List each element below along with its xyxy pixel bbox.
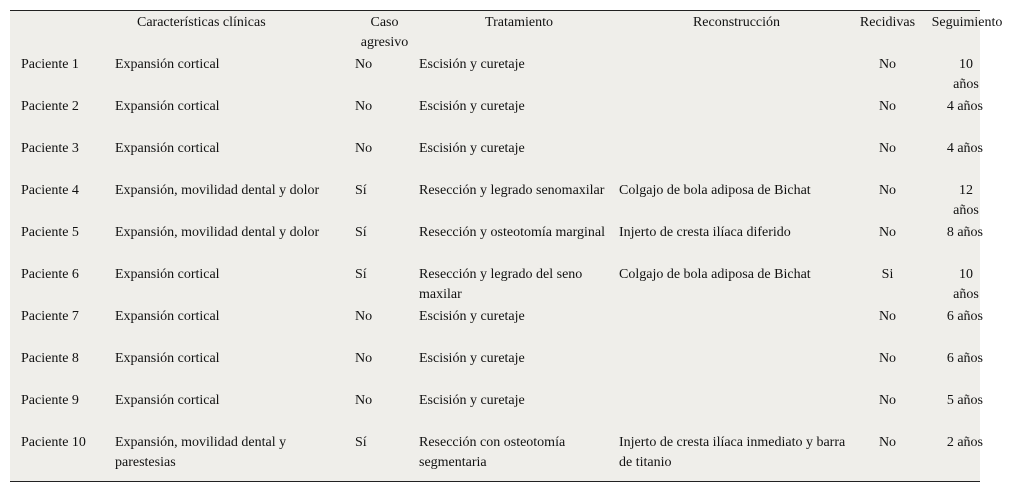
cell-follow-up: 4 años <box>946 141 983 156</box>
cell-reconstruction <box>619 139 854 181</box>
cell-patient: Paciente 1 <box>21 57 79 72</box>
cell-aggressive-case: Sí <box>355 225 367 240</box>
cell-reconstruction: Colgajo de bola adiposa de Bichat <box>619 267 811 282</box>
cell-reconstruction: Injerto de cresta ilíaca diferido <box>619 225 791 240</box>
cell-aggressive-case: No <box>355 99 373 114</box>
cell-recurrences: No <box>878 351 897 366</box>
cell-patient: Paciente 7 <box>21 309 79 324</box>
cell-treatment: Escisión y curetaje <box>419 57 525 72</box>
cell-aggressive-case: No <box>355 141 373 156</box>
cell-aggressive-case: No <box>355 309 373 324</box>
table-row <box>10 223 1013 265</box>
cell-reconstruction: Injerto de cresta ilíaca inmediato y barra de titanio <box>619 435 846 470</box>
cell-recurrences: No <box>878 225 897 240</box>
header-aggressive-case: Caso agresivo <box>360 15 409 50</box>
cell-reconstruction <box>619 391 854 433</box>
header-follow-up: Seguimiento <box>931 15 1003 30</box>
table-row <box>10 139 1013 181</box>
cell-reconstruction <box>619 349 854 391</box>
cell-aggressive-case: Sí <box>355 267 367 282</box>
cell-treatment: Resección y osteotomía marginal <box>419 225 605 240</box>
cell-follow-up: 5 años <box>946 393 983 408</box>
cell-follow-up: 10 años <box>953 57 979 92</box>
table-row <box>10 55 1013 97</box>
cell-aggressive-case: Sí <box>355 435 367 450</box>
cell-recurrences: No <box>878 141 897 156</box>
table-row <box>10 307 1013 349</box>
cell-aggressive-case: No <box>355 393 373 408</box>
cell-recurrences: No <box>878 99 897 114</box>
cell-clinical-features: Expansión, movilidad dental y dolor <box>115 225 320 240</box>
cell-treatment: Escisión y curetaje <box>419 99 525 114</box>
cell-follow-up: 2 años <box>946 435 983 450</box>
cell-reconstruction <box>619 307 854 349</box>
table-row <box>10 349 1013 391</box>
cell-follow-up: 8 años <box>946 225 983 240</box>
cell-patient: Paciente 2 <box>21 99 79 114</box>
cell-treatment: Escisión y curetaje <box>419 141 525 156</box>
cell-recurrences: Si <box>881 267 894 282</box>
cell-recurrences: No <box>878 435 897 450</box>
cell-follow-up: 6 años <box>946 351 983 366</box>
cell-treatment: Escisión y curetaje <box>419 393 525 408</box>
cell-reconstruction <box>619 97 854 139</box>
cell-follow-up: 4 años <box>946 99 983 114</box>
cell-treatment: Escisión y curetaje <box>419 351 525 366</box>
header-treatment: Tratamiento <box>485 15 553 30</box>
cell-clinical-features: Expansión cortical <box>115 393 220 408</box>
table-header-row <box>10 11 1013 55</box>
cell-patient: Paciente 5 <box>21 225 79 240</box>
cell-patient: Paciente 8 <box>21 351 79 366</box>
cell-patient: Paciente 4 <box>21 183 79 198</box>
table-row <box>10 265 1013 307</box>
cell-treatment: Escisión y curetaje <box>419 309 525 324</box>
cell-recurrences: No <box>878 183 897 198</box>
cell-aggressive-case: Sí <box>355 183 367 198</box>
cell-follow-up: 12 años <box>953 183 979 218</box>
cell-clinical-features: Expansión cortical <box>115 99 220 114</box>
table-row <box>10 433 1013 475</box>
cell-follow-up: 10 años <box>953 267 979 302</box>
cell-recurrences: No <box>878 393 897 408</box>
cell-reconstruction: Colgajo de bola adiposa de Bichat <box>619 183 811 198</box>
cell-clinical-features: Expansión cortical <box>115 57 220 72</box>
header-reconstruction: Reconstrucción <box>692 15 781 30</box>
cell-treatment: Resección y legrado senomaxilar <box>419 183 605 198</box>
cell-clinical-features: Expansión, movilidad dental y dolor <box>115 183 320 198</box>
cell-clinical-features: Expansión cortical <box>115 309 220 324</box>
table-row <box>10 181 1013 223</box>
header-recurrences: Recidivas <box>859 15 916 30</box>
cell-treatment: Resección con osteotomía segmentaria <box>419 435 566 470</box>
cell-follow-up: 6 años <box>946 309 983 324</box>
table-row <box>10 391 1013 433</box>
table-row <box>10 97 1013 139</box>
cell-aggressive-case: No <box>355 57 373 72</box>
cell-reconstruction <box>619 55 854 97</box>
cell-recurrences: No <box>878 309 897 324</box>
cell-patient: Paciente 10 <box>21 435 86 450</box>
header-clinical-features: Características clínicas <box>137 15 266 30</box>
cell-clinical-features: Expansión, movilidad dental y parestesias <box>115 435 287 470</box>
cell-clinical-features: Expansión cortical <box>115 351 220 366</box>
cell-clinical-features: Expansión cortical <box>115 267 220 282</box>
header-patient <box>10 11 115 55</box>
patient-table-panel <box>10 10 1003 482</box>
cell-clinical-features: Expansión cortical <box>115 141 220 156</box>
patient-table <box>10 11 1013 475</box>
cell-patient: Paciente 9 <box>21 393 79 408</box>
cell-recurrences: No <box>878 57 897 72</box>
cell-patient: Paciente 6 <box>21 267 79 282</box>
cell-patient: Paciente 3 <box>21 141 79 156</box>
cell-aggressive-case: No <box>355 351 373 366</box>
cell-treatment: Resección y legrado del seno maxilar <box>419 267 583 302</box>
